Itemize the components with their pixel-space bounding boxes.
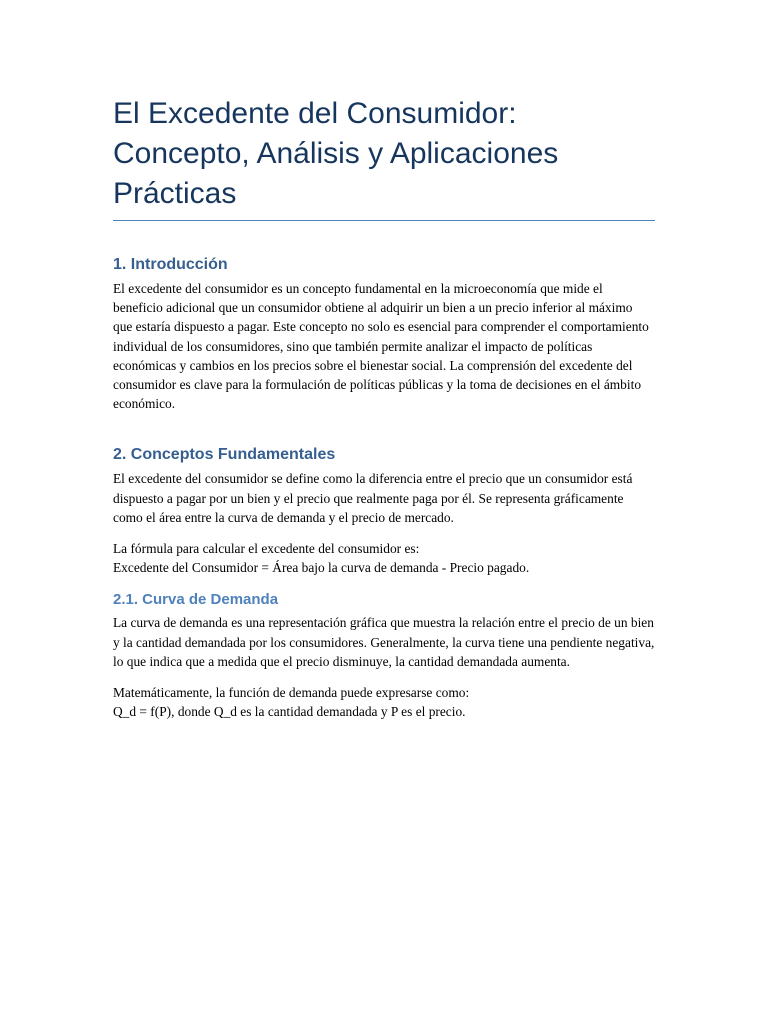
- document-title: El Excedente del Consumidor: Concepto, Análisis y Aplicaciones Prácticas: [113, 94, 655, 221]
- section-heading-concepts: 2. Conceptos Fundamentales: [113, 446, 336, 464]
- concepts-formula-intro: La fórmula para calcular el excedente del consumidor es:: [113, 541, 420, 557]
- introduction-paragraph: El excedente del consumidor es un concepto fundamental en la microeconomía que mide el beneficio adicional que un consumidor obtiene al adquirir un bien a un precio inferior al máximo que estaría dispuesto a pagar. Este concepto no solo es esencial para comprender el comportamiento individual de los consumidores, sino que también permite analizar el impacto de políticas económicas y cambios en los precios sobre el bienestar social. La comprensión del excedente del consumidor es clave para la formulación de políticas públicas y la toma de decisiones en el ámbito económico.: [113, 281, 649, 412]
- demand-curve-formula-intro: Matemáticamente, la función de demanda puede expresarse como:: [113, 685, 470, 701]
- concepts-paragraph: El excedente del consumidor se define como la diferencia entre el precio que un consumidor está dispuesto a pagar por un bien y el precio que realmente paga por él. Se representa gráficamente como el área entre la curva de demanda y el precio de mercado.: [113, 471, 633, 525]
- demand-curve-paragraph: La curva de demanda es una representación gráfica que muestra la relación entre el precio de un bien y la cantidad demandada por los consumidores. Generalmente, la curva tiene una pendiente negativa, lo que indica que a medida que el precio disminuye, la cantidad demandada aumenta.: [113, 615, 655, 669]
- subsection-heading-demand-curve: 2.1. Curva de Demanda: [113, 591, 279, 609]
- section-heading-introduction: 1. Introducción: [113, 256, 228, 273]
- concepts-formula: Excedente del Consumidor = Área bajo la curva de demanda - Precio pagado.: [113, 560, 530, 576]
- demand-curve-formula: Q_d = f(P), donde Q_d es la cantidad demandada y P es el precio.: [113, 704, 466, 720]
- document-page: [113, 94, 655, 721]
